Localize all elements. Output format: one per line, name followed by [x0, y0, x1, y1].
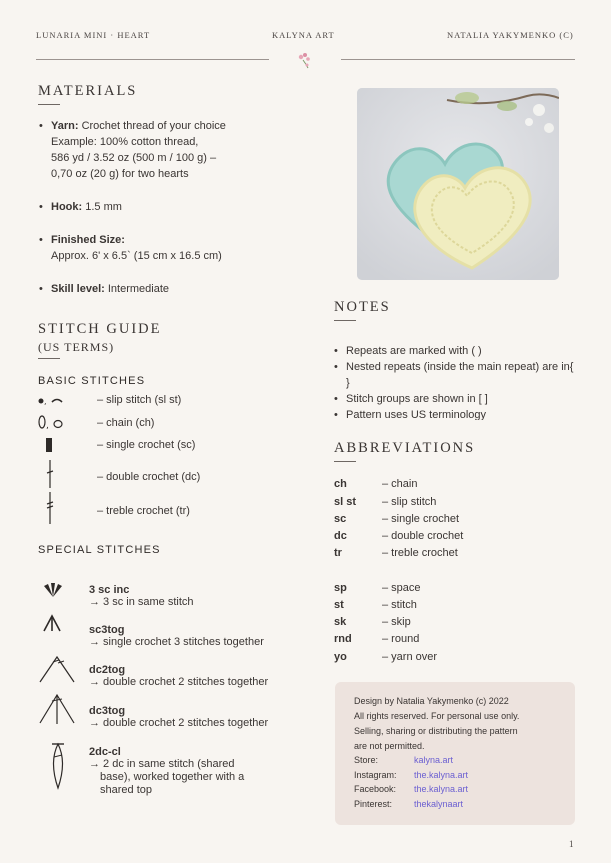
- special-name: dc2tog: [89, 664, 126, 676]
- special-name: dc3tog: [89, 705, 126, 717]
- hook-value: 1.5 mm: [85, 201, 122, 213]
- 3-sc-inc-icon: [42, 583, 64, 597]
- credit-line: Selling, sharing or distributing the pattern: [354, 726, 518, 736]
- special-desc: → 3 sc in same stitch: [89, 596, 194, 608]
- abbr-key: ch: [334, 478, 347, 490]
- credit-line: Design by Natalia Yakymenko (c) 2022: [354, 696, 509, 706]
- abbreviations-title: ABBREVIATIONS: [334, 440, 476, 456]
- notes-title: NOTES: [334, 299, 391, 315]
- double-crochet-icon: [44, 460, 56, 488]
- yarn-label: Yarn:: [51, 120, 79, 132]
- special-name: 2dc-cl: [89, 746, 121, 758]
- abbr-meaning: – yarn over: [382, 651, 438, 663]
- store-row: [354, 755, 453, 765]
- store-label: Store:: [354, 755, 379, 765]
- abbr-meaning: – chain: [382, 478, 418, 490]
- dc2tog-icon: [38, 655, 76, 683]
- abbr-key: tr: [334, 547, 342, 559]
- page-number: 1: [569, 839, 574, 849]
- store-link[interactable]: kalyna.art: [414, 755, 454, 765]
- header-right: NATALIA YAKYMENKO (C): [447, 30, 574, 40]
- instagram-label: Instagram:: [354, 770, 397, 780]
- special-sc3tog: [89, 624, 309, 649]
- instagram-row: [354, 770, 468, 780]
- yarn-weight: 586 yd / 3.52 oz (500 m / 100 g) –: [51, 152, 217, 164]
- special-stitches-title: SPECIAL STITCHES: [38, 544, 161, 556]
- crochet-hearts-image: [357, 88, 559, 280]
- instagram-link[interactable]: the.kalyna.art: [414, 770, 469, 780]
- skill-value: Intermediate: [107, 283, 170, 295]
- credit-line: All rights reserved. For personal use only.: [354, 711, 520, 721]
- abbr-meaning: – space: [382, 582, 421, 594]
- slip-stitch-icon: [37, 396, 67, 406]
- dc3tog-icon: [38, 693, 76, 725]
- abbr-key: yo: [334, 651, 347, 663]
- yarn-item: • Yarn: Crochet thread of your choice Example: 100% cotton thread, 586 yd / 3.52 oz (500 m / 100 g) – 0,70 oz (20 g) for two hearts: [39, 120, 226, 180]
- special-desc: → 2 dc in same stitch (shared: [89, 758, 235, 770]
- abbr-key: sk: [334, 616, 347, 628]
- abbr-meaning: – single crochet: [382, 513, 460, 525]
- header-rule-right: [341, 59, 575, 60]
- abbr-key: sl st: [334, 496, 357, 508]
- single-crochet-icon: [44, 438, 54, 452]
- header-center: KALYNA ART: [272, 30, 335, 40]
- slip-stitch-label: – slip stitch (sl st): [97, 394, 182, 406]
- special-name: 3 sc inc: [89, 584, 130, 596]
- abbr-meaning: – treble crochet: [382, 547, 458, 559]
- flower-ornament-icon: [293, 51, 317, 69]
- double-crochet-label: – double crochet (dc): [97, 471, 201, 483]
- pinterest-link[interactable]: thekalynaart: [414, 799, 464, 809]
- materials-title: MATERIALS: [38, 83, 138, 99]
- special-desc: shared top: [100, 784, 152, 796]
- abbr-key: sp: [334, 582, 347, 594]
- size-item: • Finished Size: Approx. 6' x 6.5` (15 cm x 16.5 cm): [39, 234, 222, 262]
- yarn-example: Example: 100% cotton thread,: [51, 136, 199, 148]
- single-crochet-label: – single crochet (sc): [97, 439, 196, 451]
- 2dc-cl-icon: [48, 742, 68, 790]
- note-item: • Nested repeats (inside the main repeat) are in{ }: [334, 359, 574, 391]
- special-2dc-cl: [89, 746, 309, 797]
- abbr-key: rnd: [334, 633, 352, 645]
- product-photo: [357, 88, 559, 280]
- pinterest-label: Pinterest:: [354, 799, 393, 809]
- facebook-row: [354, 784, 468, 794]
- notes-list: [334, 343, 574, 420]
- note-item: • Pattern uses US terminology: [334, 407, 574, 420]
- treble-crochet-label: – treble crochet (tr): [97, 505, 190, 517]
- abbr-meaning: – double crochet: [382, 530, 464, 542]
- sc3tog-icon: [42, 614, 62, 632]
- chain-icon: [37, 415, 67, 431]
- svg-text:,: ,: [44, 397, 47, 406]
- stitch-guide-rule: [38, 358, 60, 359]
- abbr-meaning: – round: [382, 633, 420, 645]
- abbr-meaning: – skip: [382, 616, 411, 628]
- abbr-key: st: [334, 599, 344, 611]
- note-item: • Stitch groups are shown in [ ]: [334, 391, 574, 407]
- stitch-guide-title: STITCH GUIDE: [38, 321, 162, 337]
- abbr-key: dc: [334, 530, 347, 542]
- special-dc2tog: [89, 664, 309, 689]
- svg-text:,: ,: [46, 421, 49, 431]
- special-desc: base), worked together with a: [100, 771, 245, 783]
- stitch-guide-subtitle: (US TERMS): [38, 340, 115, 354]
- basic-stitches-title: BASIC STITCHES: [38, 375, 146, 387]
- facebook-label: Facebook:: [354, 784, 397, 794]
- special-dc3tog: [89, 705, 309, 730]
- special-name: sc3tog: [89, 624, 125, 636]
- header-left: LUNARIA MINI · HEART: [36, 30, 151, 40]
- credit-line: are not permitted.: [354, 741, 425, 751]
- header-rule-left: [36, 59, 269, 60]
- notes-rule: [334, 320, 356, 321]
- pinterest-row: [354, 799, 463, 809]
- yarn-text: Crochet thread of your choice: [81, 120, 226, 132]
- abbr-meaning: – slip stitch: [382, 496, 437, 508]
- special-desc: → single crochet 3 stitches together: [89, 636, 264, 648]
- yarn-amount: 0,70 oz (20 g) for two hearts: [51, 168, 189, 180]
- skill-label: Skill level:: [51, 283, 105, 295]
- facebook-link[interactable]: the.kalyna.art: [414, 784, 469, 794]
- note-item: • Repeats are marked with ( ): [334, 343, 574, 359]
- abbr-meaning: – stitch: [382, 599, 417, 611]
- credit-box: [335, 682, 575, 825]
- special-3-sc-inc: [89, 584, 309, 609]
- materials-list: [39, 118, 299, 297]
- special-desc: → double crochet 2 stitches together: [89, 717, 269, 729]
- abbreviations-rule: [334, 461, 356, 462]
- size-label: Finished Size:: [51, 234, 125, 246]
- chain-label: – chain (ch): [97, 417, 155, 429]
- abbr-key: sc: [334, 513, 347, 525]
- size-value: Approx. 6' x 6.5` (15 cm x 16.5 cm): [51, 250, 222, 262]
- hook-label: Hook:: [51, 201, 83, 213]
- skill-item: • Skill level: Intermediate: [39, 283, 170, 295]
- treble-crochet-icon: [44, 492, 56, 524]
- materials-rule: [38, 104, 60, 105]
- special-desc: → double crochet 2 stitches together: [89, 676, 269, 688]
- hook-item: • Hook: 1.5 mm: [39, 201, 122, 213]
